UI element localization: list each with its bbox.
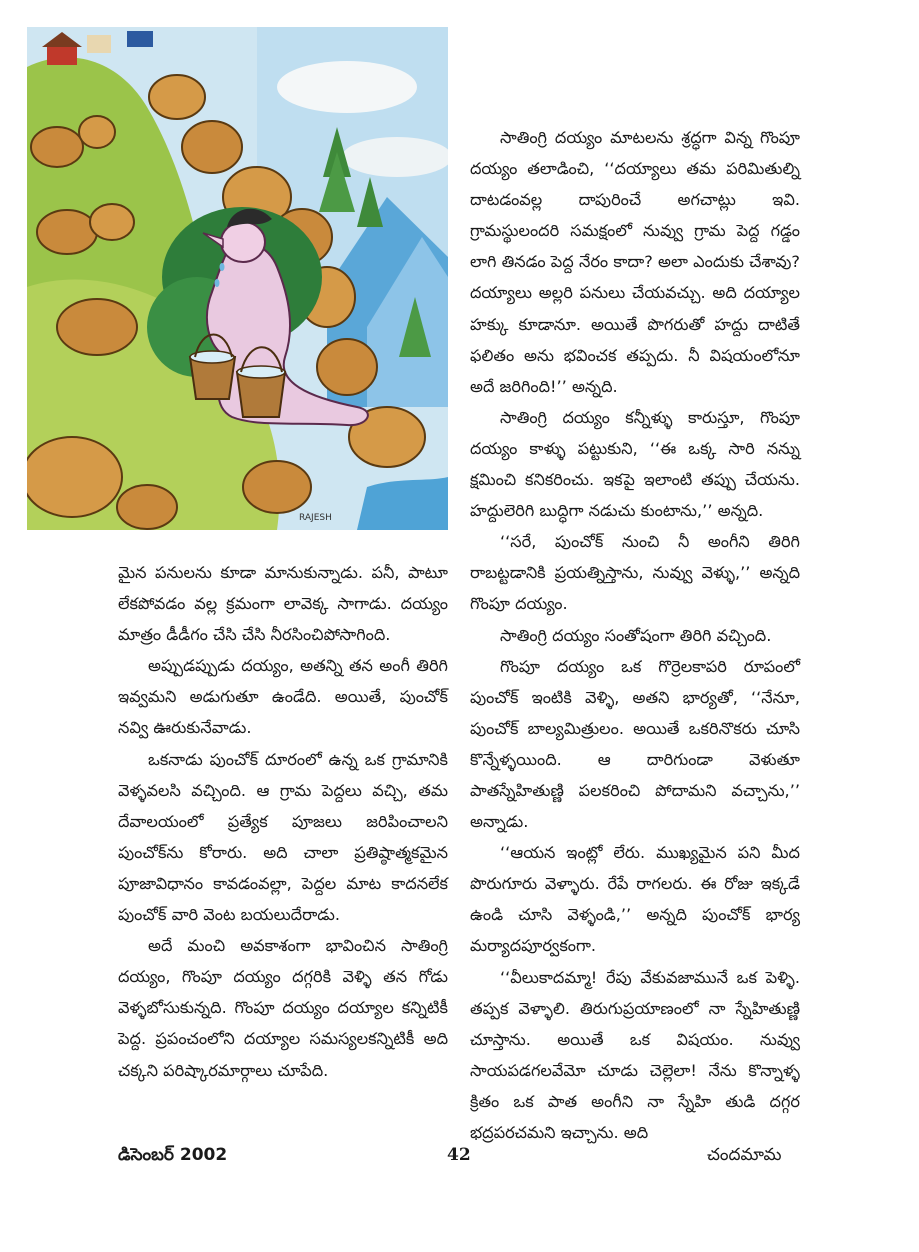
page-number: 42 (447, 1145, 471, 1165)
footer-date: డిసెంబర్ 2002 (118, 1145, 228, 1165)
story-illustration (27, 27, 448, 530)
story-paragraph: అదే మంచి అవకాశంగా భావించిన సాతింగ్రి దయ్యం, గొంపూ దయ్యం దగ్గరికి వెళ్ళి తన గోడు వెళ్ళబోసుకున్నది. గొంపూ దయ్యం దయ్యాల కన్నిటికీ పెద్ద. ప్రపంచంలోని దయ్యాల సమస్యలకన్నిటికీ అది చక్కని పరిష్కారమార్గాలు చూపేది. (118, 936, 448, 1080)
story-paragraph: సాతింగ్రి దయ్యం సంతోషంగా తిరిగి వచ్చింది. (500, 625, 772, 645)
story-paragraph: గొంపూ దయ్యం ఒక గొర్రెలకాపరి రూపంలో పుంచోక్ ఇంటికి వెళ్ళి, అతని భార్యతో, ‘‘నేనూ, పుంచోక్ బాల్యమిత్రులం. అయితే ఒకరినొకరు చూసి కొన్నేళ్ళయింది. ఆ దారిగుండా వెళుతూ పాతస్నేహితుణ్ణి పలకరించి పోదామని వచ్చాను,’’ అన్నాడు. (470, 656, 800, 832)
magazine-name: చందమామ (707, 1145, 782, 1165)
story-paragraph: ‘‘ఆయన ఇంట్లో లేరు. ముఖ్యమైన పని మీద పొరుగూరు వెళ్ళారు. రేపే రాగలరు. ఈ రోజు ఇక్కడే ఉండి చూసి వెళ్ళండి,’’ అన్నది పుంచోక్ భార్య మర్యాదపూర్వకంగా. (470, 843, 800, 956)
artist-signature: RAJESH (299, 513, 332, 523)
story-paragraph: అప్పుడప్పుడు దయ్యం, అతన్ని తన అంగీ తిరిగి ఇవ్వమని అడుగుతూ ఉండేది. అయితే, పుంచోక్ నవ్వి ఊరుకునేవాడు. (118, 656, 448, 738)
ghost-carrying-pails-illustration (27, 27, 448, 530)
story-paragraph: ‘‘వీలుకాదమ్మా! రేపు వేకువజామునే ఒక పెళ్ళి. తప్పక వెళ్ళాలి. తిరుగుప్రయాణంలో నా స్నేహితుణ్ణి చూస్తాను. అయితే ఒక విషయం. నువ్వు సాయపడగలవేమో చూడు చెల్లెలా! నేను కొన్నాళ్ళ క్రితం ఒక పాత అంగీని నా స్నేహి తుడి దగ్గర భద్రపరచమని ఇచ్చాను. అది (470, 967, 800, 1142)
story-paragraph: సాతింగ్రి దయ్యం కన్నీళ్ళు కారుస్తూ, గొంపూ దయ్యం కాళ్ళు పట్టుకుని, ‘‘ఈ ఒక్క సారి నన్ను క్షమించి కనికరించు. ఇకపై ఇలాంటి తప్పు చేయను. హద్దులెరిగి బుద్ధిగా నడుచు కుంటాను,’’ అన్నది. (470, 407, 800, 521)
story-paragraph: ‘‘సరే, పుంచోక్ నుంచి నీ అంగీని తిరిగి రాబట్టడానికి ప్రయత్నిస్తాను, నువ్వు వెళ్ళు,’’ అన్నది గొంపూ దయ్యం. (470, 532, 800, 614)
story-paragraph: మైన పనులను కూడా మానుకున్నాడు. పనీ, పాటూ లేకపోవడం వల్ల క్రమంగా లావెక్క సాగాడు. దయ్యం మాత్రం డీడీగం చేసి చేసి నీరసించిపోసాగింది. (118, 563, 448, 645)
right-text-column (470, 122, 800, 1148)
story-paragraph: ఒకనాడు పుంచోక్ దూరంలో ఉన్న ఒక గ్రామానికి వెళ్ళవలసి వచ్చింది. ఆ గ్రామ పెద్దలు వచ్చి, తమ దేవాలయంలో ప్రత్యేక పూజలు జరిపించాలని పుంచోక్‌ను కోరారు. అది చాలా ప్రతిష్ఠాత్మకమైన పూజావిధానం కావడంవల్లా, పెద్దల మాట కాదనలేక పుంచోక్ వారి వెంట బయలుదేరాడు. (118, 749, 448, 925)
story-paragraph: సాతింగ్రి దయ్యం మాటలను శ్రద్ధగా విన్న గొంపూ దయ్యం తలాడించి, ‘‘దయ్యాలు తమ పరిమితుల్ని దాటడంవల్ల దాపురించే అగచాట్లు ఇవి. గ్రామస్థులందరి సమక్షంలో నువ్వు గ్రామ పెద్ద గడ్డం లాగి తినడం పెద్ద నేరం కాదా? అలా ఎందుకు చేశావు? దయ్యాలు అల్లరి పనులు చేయవచ్చు. అది దయ్యాల హక్కు కూడానూ. అయితే పొగరుతో హద్దు దాటితే ఫలితం అను భవించక తప్పదు. నీ విషయంలోనూ అదే జరిగింది!’’ అన్నది. (470, 128, 800, 396)
left-text-column (118, 557, 448, 1086)
